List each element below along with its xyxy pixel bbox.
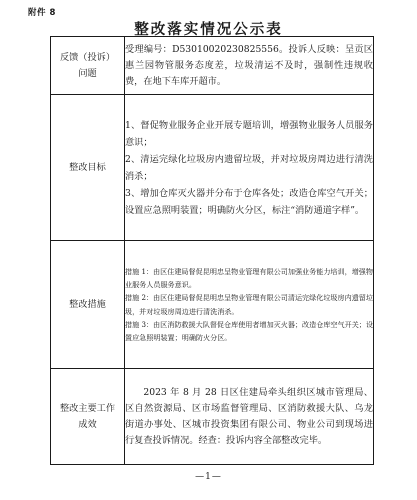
- feedback-label-cell: [51, 37, 125, 95]
- attachment-label: 附件 8: [28, 8, 56, 18]
- measure-item-3: 措施 3：由区消防救援大队督促仓库使用者增加灭火器；改造仓库空气开关；设置应急照明装置；明确防火分区。: [125, 319, 373, 342]
- goal-label: 整改目标: [69, 161, 106, 173]
- feedback-content: 受理编号：D5301002023082555​6。投诉人反映：呈贡区惠兰园物管服务态度差，垃圾清运不及时，强制性违规收费，在地下车库开超市。: [125, 43, 373, 87]
- feedback-label: 反馈（投诉）问题: [59, 51, 116, 79]
- measure-item-1: 措施 1：由区住建局督促昆明忠呈物业管理有限公司加强业务能力培训，增强物业服务人员服务意识。: [125, 266, 373, 290]
- document-title: 整改落实情况公示表: [134, 21, 283, 38]
- goal-content-cell: [125, 95, 374, 241]
- goal-item-3: 3、增加仓库灭火器并分布于仓库各处；改造仓库空气开关；设置应急照明装置；明确防火分区，标注“消防通道字样”。: [125, 187, 373, 216]
- measures-label: 整改措施: [69, 298, 106, 310]
- feedback-content-cell: [125, 37, 374, 95]
- result-label-cell: [51, 369, 125, 465]
- goal-item-2: 2、清运完绿化垃圾房内遗留垃圾，并对垃圾房周边进行清洗消杀；: [125, 153, 373, 182]
- goal-item-1: 1、督促物业服务企业开展专题培训，增强物业服务人员服务意识；: [125, 119, 373, 148]
- measure-item-2: 措施 2：由区住建局督促昆明忠呈物业管理有限公司清运完绿化垃圾房内遗留垃圾，并对垃圾房周边进行清洗消杀。: [125, 293, 373, 316]
- page-number: —1—: [195, 472, 222, 482]
- result-content-cell: [125, 369, 374, 465]
- measures-content-cell: [125, 241, 374, 369]
- table-row-goal: [51, 95, 374, 241]
- result-label: 整改主要工作成效: [59, 402, 116, 430]
- table-row-feedback: [51, 37, 374, 95]
- result-content: 2023 年 8 月 28 日区住建局牵头组织区城市管理局、区自然资源局、区市场监督管理局、区消防救援大队、乌龙街道办事处、区城市投资集团有限公司、物业公司到现场进行复查投诉情况。经查：投诉内容全部整改完毕。: [125, 386, 373, 446]
- measures-label-cell: [51, 241, 125, 369]
- table-row-measures: [51, 241, 374, 369]
- goal-label-cell: [51, 95, 125, 241]
- rectification-table: [50, 36, 374, 465]
- table-row-result: [51, 369, 374, 465]
